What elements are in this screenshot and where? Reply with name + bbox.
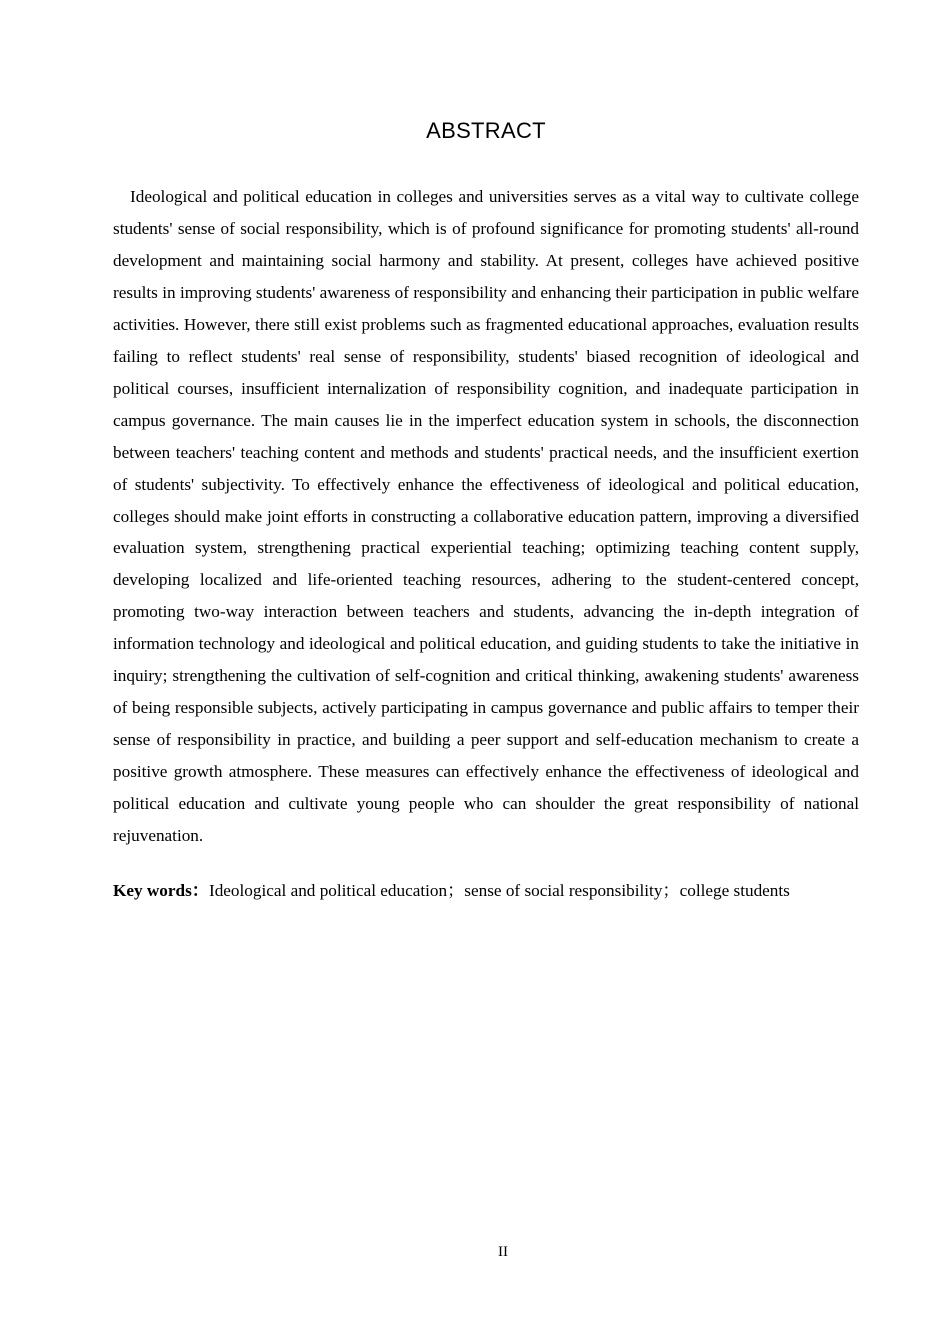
keywords-label: Key words： [113, 881, 209, 900]
keywords-line [113, 879, 813, 903]
keywords-text: Ideological and political education；sense of social responsibility；college students [208, 881, 790, 900]
page-number: II [498, 1244, 508, 1260]
abstract-body: Ideological and political education in colleges and universities serves as a vital way to cultivate college students' sense of social responsibility, which is of profound significance for promoting students' all-round development and maintaining social harmony and stability. At present, colleges have achieved positive results in improving students' awareness of responsibility and enhancing their participation in public welfare activities. However, there still exist problems such as fragmented educational approaches, evaluation results failing to reflect students' real sense of responsibility, students' biased recognition of ideological and political courses, insufficient internalization of responsibility cognition, and inadequate participation in campus governance. The main causes lie in the imperfect education system in schools, the disconnection between teachers' teaching content and methods and students' practical needs, and the insufficient exertion of students' subjectivity. To effectively enhance the effectiveness of ideological and political education, colleges should make joint efforts in constructing a collaborative education pattern, improving a diversified evaluation system, strengthening practical experiential teaching; optimizing teaching content supply, developing localized and life-oriented teaching resources, adhering to the student-centered concept, promoting two-way interaction between teachers and students, advancing the in-depth integration of information technology and ideological and political education, and guiding students to take the initiative in inquiry; strengthening the cultivation of self-cognition and critical thinking, awakening students' awareness of being responsible subjects, actively participating in campus governance and public affairs to temper their sense of responsibility in practice, and building a peer support and self-education mechanism to create a positive growth atmosphere. These measures can effectively enhance the effectiveness of ideological and political education and cultivate young people who can shoulder the great responsibility of national rejuvenation. [113, 187, 859, 846]
abstract-title: ABSTRACT [426, 118, 546, 143]
